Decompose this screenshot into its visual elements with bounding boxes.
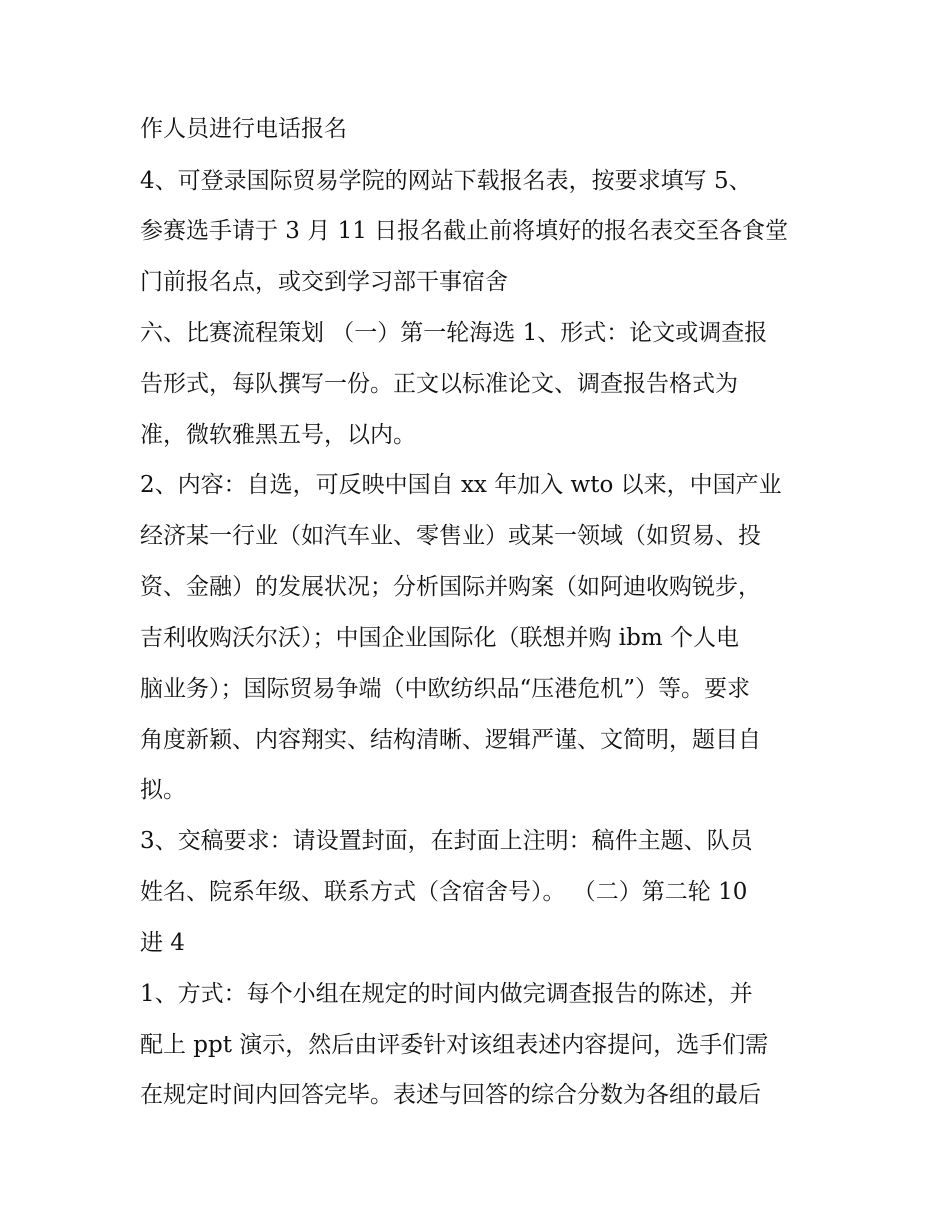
text-line: 脑业务）；国际贸易争端（中欧纺织品“压港危机”）等。要求 (140, 676, 751, 702)
text-line: 进 4 (140, 930, 185, 956)
text-line: 资、金融）的发展状况；分析国际并购案（如阿迪收购锐步， (140, 574, 761, 600)
text-line: 告形式，每队撰写一份。正文以标准论文、调查报告格式为 (140, 371, 738, 397)
text-line: 在规定时间内回答完毕。表述与回答的综合分数为各组的最后 (140, 1082, 761, 1108)
text-line: 4、可登录国际贸易学院的网站下载报名表，按要求填写 5、 (140, 168, 752, 194)
text-line: 角度新颖、内容翔实、结构清晰、逻辑严谨、文简明，题目自 (140, 727, 761, 753)
text-line: 经济某一行业（如汽车业、零售业）或某一领域（如贸易、投 (140, 523, 761, 549)
text-line: 参赛选手请于 3 月 11 日报名截止前将填好的报名表交至各食堂 (140, 218, 789, 244)
text-line: 2、内容：自选，可反映中国自 xx 年加入 wto 以来，中国产业 (140, 472, 782, 498)
text-line: 门前报名点，或交到学习部干事宿舍 (140, 269, 508, 295)
text-line: 拟。 (140, 777, 186, 803)
text-line: 吉利收购沃尔沃）；中国企业国际化（联想并购 ibm 个人电 (140, 625, 740, 651)
text-line: 姓名、院系年级、联系方式（含宿舍号）。 （二）第二轮 10 (140, 879, 748, 905)
text-line: 准，微软雅黑五号，以内。 (140, 422, 416, 448)
text-line: 1、方式：每个小组在规定的时间内做完调查报告的陈述，并 (140, 981, 753, 1007)
text-line: 六、比赛流程策划 （一）第一轮海选 1、形式：论文或调查报 (140, 320, 768, 346)
text-line: 3、交稿要求：请设置封面，在封面上注明：稿件主题、队员 (140, 828, 753, 854)
text-line: 配上 ppt 演示，然后由评委针对该组表述内容提问，选手们需 (140, 1032, 769, 1058)
text-line: 作人员进行电话报名 (140, 116, 347, 142)
